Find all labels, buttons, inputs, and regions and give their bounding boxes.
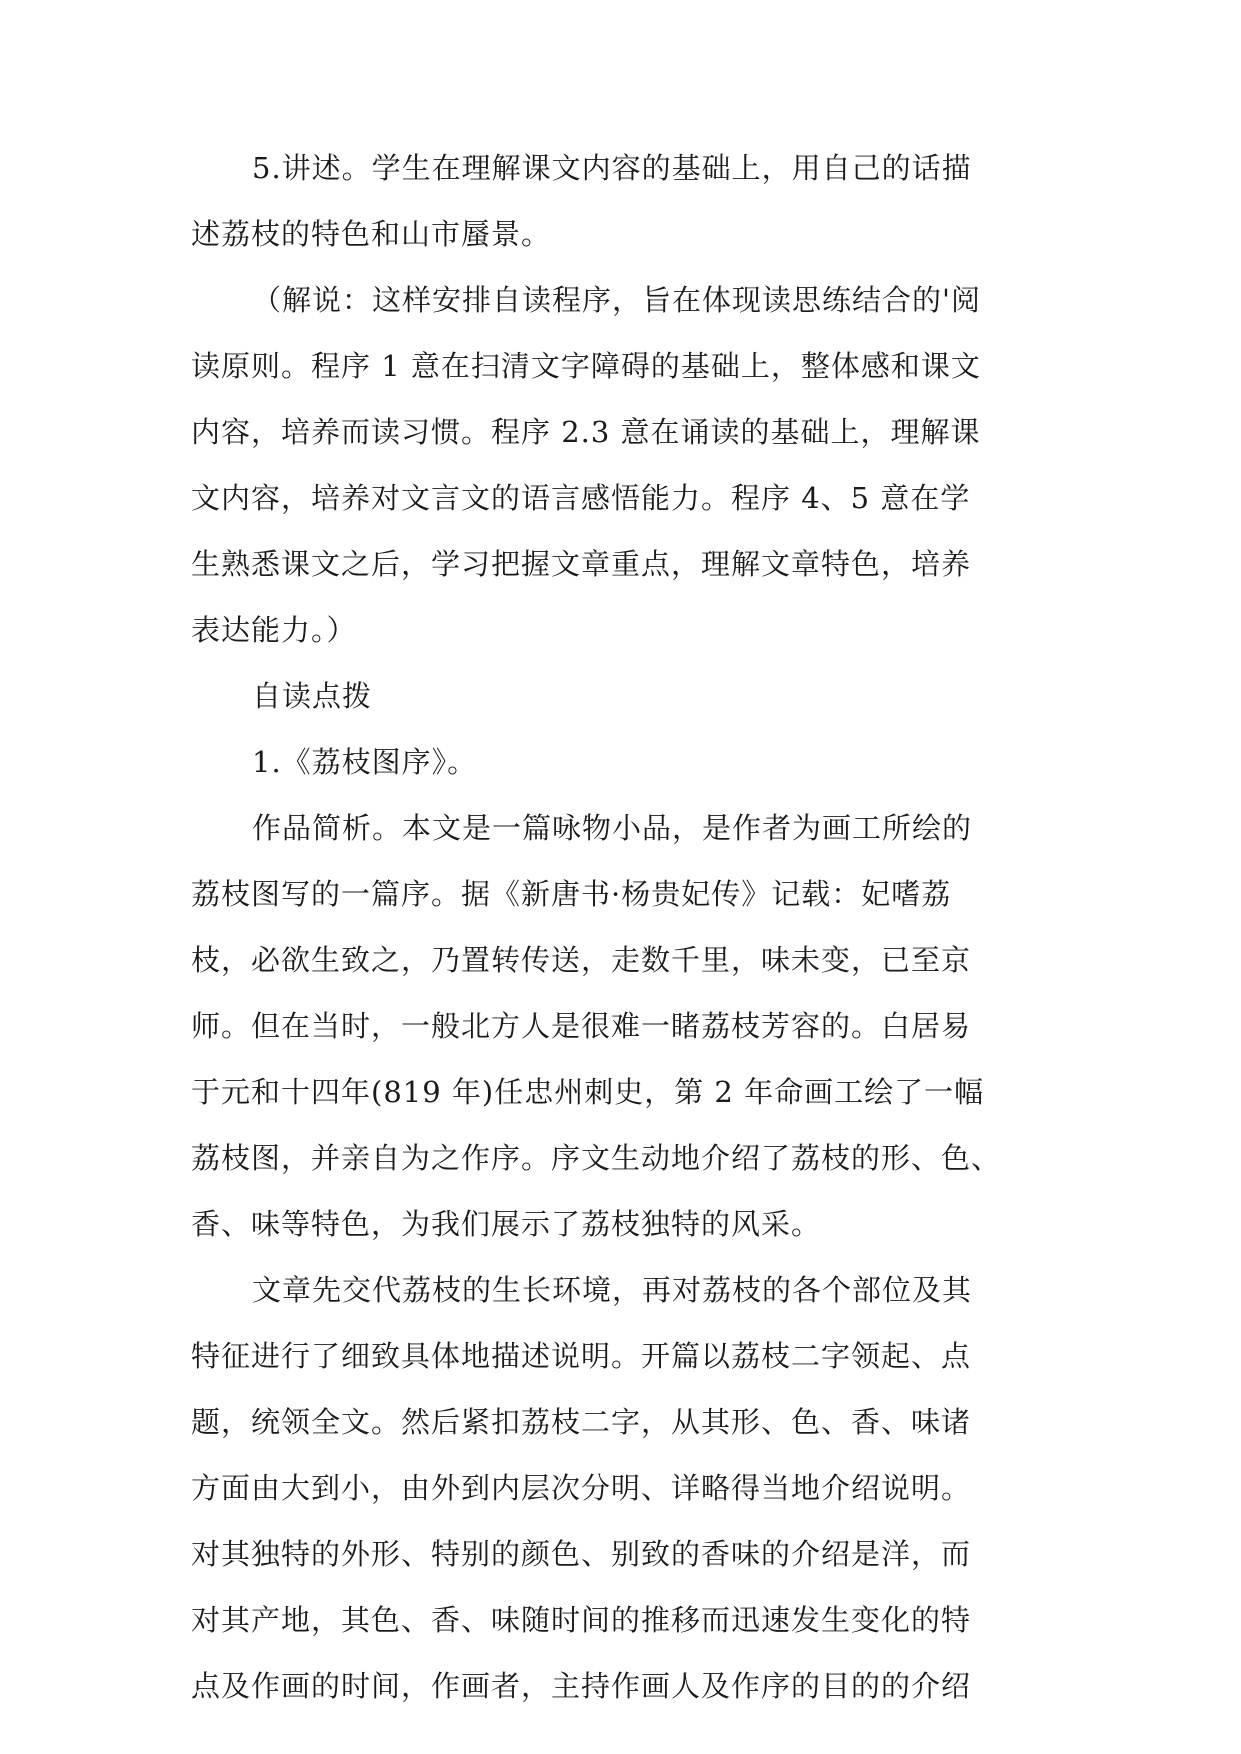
- subsection-heading: 1.《荔枝图序》。: [252, 745, 478, 779]
- text-line: 5.讲述。学生在理解课文内容的基础上，用自己的话描: [252, 151, 972, 185]
- text-line: 对其产地，其色、香、味随时间的推移而迅速发生变化的特: [191, 1603, 972, 1637]
- text-line: 香、味等特色，为我们展示了荔枝独特的风采。: [191, 1207, 822, 1241]
- text-line: 题，统领全文。然后紧扣荔枝二字，从其形、色、香、味诸: [191, 1405, 972, 1439]
- text-line: 文章先交代荔枝的生长环境，再对荔枝的各个部位及其: [252, 1273, 973, 1307]
- text-line: 作品简析。本文是一篇咏物小品，是作者为画工所绘的: [252, 811, 973, 845]
- text-line: 点及作画的时间，作画者，主持作画人及作序的目的的介绍: [191, 1669, 972, 1703]
- text-line: 方面由大到小，由外到内层次分明、详略得当地介绍说明。: [191, 1471, 972, 1505]
- text-line: （解说：这样安排自读程序，旨在体现读思练结合的'阅: [252, 283, 981, 317]
- text-line: 特征进行了细致具体地描述说明。开篇以荔枝二字领起、点: [191, 1339, 972, 1373]
- text-line: 内容，培养而读习惯。程序 2.3 意在诵读的基础上，理解课: [191, 415, 981, 449]
- section-heading: 自读点拨: [252, 679, 373, 713]
- text-line: 表达能力。）: [191, 613, 357, 647]
- text-line: 于元和十四年(819 年)任忠州刺史，第 2 年命画工绘了一幅: [191, 1075, 985, 1109]
- text-line: 师。但在当时，一般北方人是很难一睹荔枝芳容的。白居易: [191, 1009, 972, 1043]
- text-line: 枝，必欲生致之，乃置转传送，走数千里，味未变，已至京: [191, 943, 972, 977]
- text-line: 文内容，培养对文言文的语言感悟能力。程序 4、5 意在学: [191, 481, 971, 515]
- text-line: 荔枝图写的一篇序。据《新唐书·杨贵妃传》记载：妃嗜荔: [191, 877, 952, 911]
- text-line: 读原则。程序 1 意在扫清文字障碍的基础上，整体感和课文: [191, 349, 981, 383]
- text-line: 述荔枝的特色和山市蜃景。: [191, 217, 552, 251]
- text-line: 生熟悉课文之后，学习把握文章重点，理解文章特色，培养: [191, 547, 972, 581]
- text-line: 荔枝图，并亲自为之作序。序文生动地介绍了荔枝的形、色、: [191, 1141, 1002, 1175]
- text-line: 对其独特的外形、特别的颜色、别致的香味的介绍是洋，而: [191, 1537, 972, 1571]
